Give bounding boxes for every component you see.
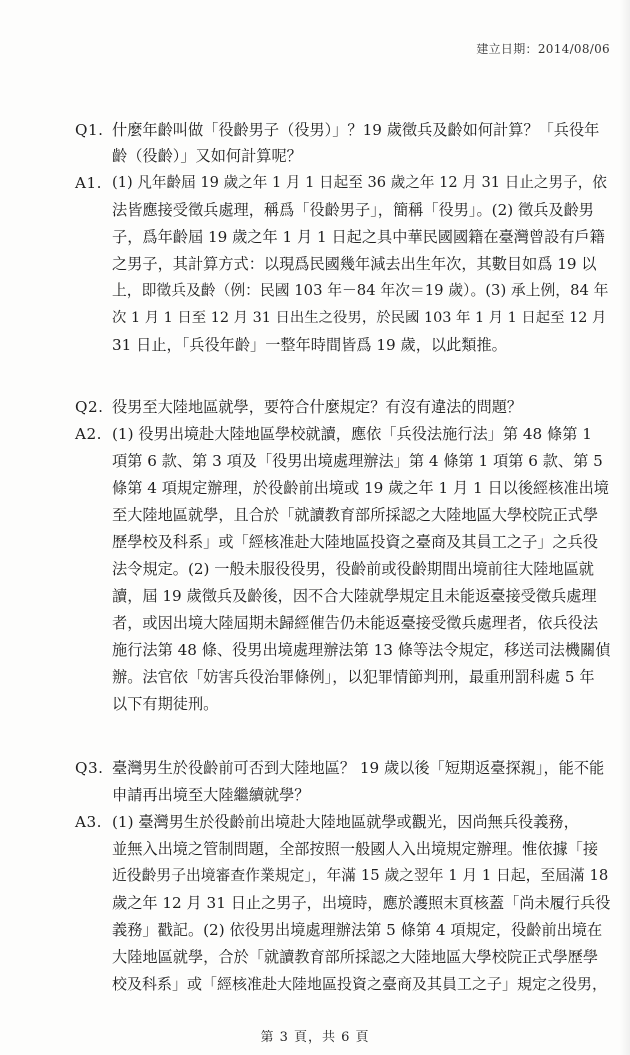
answer-line: 至大陸地區就學，且合於「就讀教育部所採認之大陸地區大學校院正式學	[112, 506, 598, 524]
answer-line: 讀，屆 19 歲徵兵及齡後，因不合大陸就學規定且未能返臺接受徵兵處理	[112, 587, 597, 605]
answer-line: 項第 6 款、第 3 項及「役男出境處理辦法」第 4 條第 1 項第 6 款、第 5	[112, 452, 603, 470]
question-label: Q3.	[75, 759, 104, 777]
answer-line: 大陸地區就學，合於「就讀教育部所採認之大陸地區大學校院正式學歷學	[112, 948, 598, 966]
created-date: 建立日期：2014/08/06	[476, 42, 610, 56]
answer-label: A3.	[75, 813, 102, 831]
answer-line: 義務」戳記。(2) 依役男出境處理辦法第 5 條第 4 項規定，役齡前出境在	[112, 921, 603, 939]
answer-line: 之男子，其計算方式：以現爲民國幾年減去出生年次，其數目如爲 19 以	[112, 255, 597, 273]
question-line: 申請再出境至大陸繼續就學？	[112, 786, 310, 804]
answer-line: 上，即徵兵及齡（例：民國 103 年－84 年次＝19 歲）。(3) 承上例，84 年	[112, 282, 609, 299]
question-line: 什麼年齡叫做「役齡男子（役男）」？19 歲徵兵及齡如何計算？「兵役年	[112, 121, 600, 139]
answer-label: A2.	[75, 425, 102, 443]
page-indicator: 第 3 頁，共 6 頁	[260, 1030, 370, 1045]
answer-line: (1) 役男出境赴大陸地區學校就讀，應依「兵役法施行法」第 48 條第 1	[112, 425, 592, 443]
answer-line: 歲之年 12 月 31 日止之男子，出境時，應於護照末頁核蓋「尚未履行兵役	[112, 894, 611, 912]
answer-line: 法令規定。(2) 一般未服役役男，役齡前或役齡期間出境前往大陸地區就	[112, 560, 594, 578]
question-label: Q2.	[75, 398, 104, 416]
answer-line: 辦。法官依「妨害兵役治罪條例」，以犯罪情節判刑，最重刑罰科處 5 年	[112, 668, 595, 686]
question-line: 齡（役齡）」又如何計算呢？	[112, 147, 302, 165]
question-label: Q1.	[75, 121, 104, 139]
answer-line: 以下有期徒刑。	[112, 695, 219, 713]
answer-line: 並無入出境之管制問題，全部按照一般國人入出境規定辦理。惟依據「接	[112, 840, 598, 858]
answer-line: (1) 臺灣男生於役齡前出境赴大陸地區就學或觀光，因尚無兵役義務，	[112, 813, 579, 831]
answer-line: 條第 4 項規定辦理，於役齡前出境或 19 歲之年 1 月 1 日以後經核准出境	[112, 479, 609, 497]
answer-line: 次 1 月 1 日至 12 月 31 日出生之役男，於民國 103 年 1 月 1 日起至 12 月	[112, 310, 607, 326]
question-line: 臺灣男生於役齡前可否到大陸地區？ 19 歲以後「短期返臺探親」，能不能	[112, 759, 605, 777]
answer-line: 子，爲年齡屆 19 歲之年 1 月 1 日起之具中華民國國籍在臺灣曾設有戶籍	[112, 228, 605, 246]
answer-label: A1.	[75, 174, 102, 192]
scan-edge-shadow	[620, 0, 630, 1055]
answer-line: 法皆應接受徵兵處理，稱爲「役齡男子」，簡稱「役男」。(2) 徵兵及齡男	[112, 201, 594, 219]
answer-line: 施行法第 48 條、役男出境處理辦法第 13 條等法令規定，移送司法機關偵	[112, 641, 611, 659]
answer-line: 者，或因出境大陸屆期未歸經催告仍未能返臺接受徵兵處理者，依兵役法	[112, 614, 598, 632]
answer-line: 近役齡男子出境審查作業規定」，年滿 15 歲之翌年 1 月 1 日起，至屆滿 18	[112, 867, 609, 884]
question-line: 役男至大陸地區就學，要符合什麼規定？有沒有違法的問題？	[112, 398, 523, 416]
answer-line: 31 日止，「兵役年齡」一整年時間皆爲 19 歲，以此類推。	[112, 336, 507, 354]
answer-line: (1) 凡年齡屆 19 歲之年 1 月 1 日起至 36 歲之年 12 月 31 日止之男子，依	[112, 174, 607, 191]
answer-line: 歷學校及科系」或「經核准赴大陸地區投資之臺商及其員工之子」之兵役	[112, 533, 598, 551]
answer-line: 校及科系」或「經核准赴大陸地區投資之臺商及其員工之子」規定之役男，	[112, 975, 608, 993]
